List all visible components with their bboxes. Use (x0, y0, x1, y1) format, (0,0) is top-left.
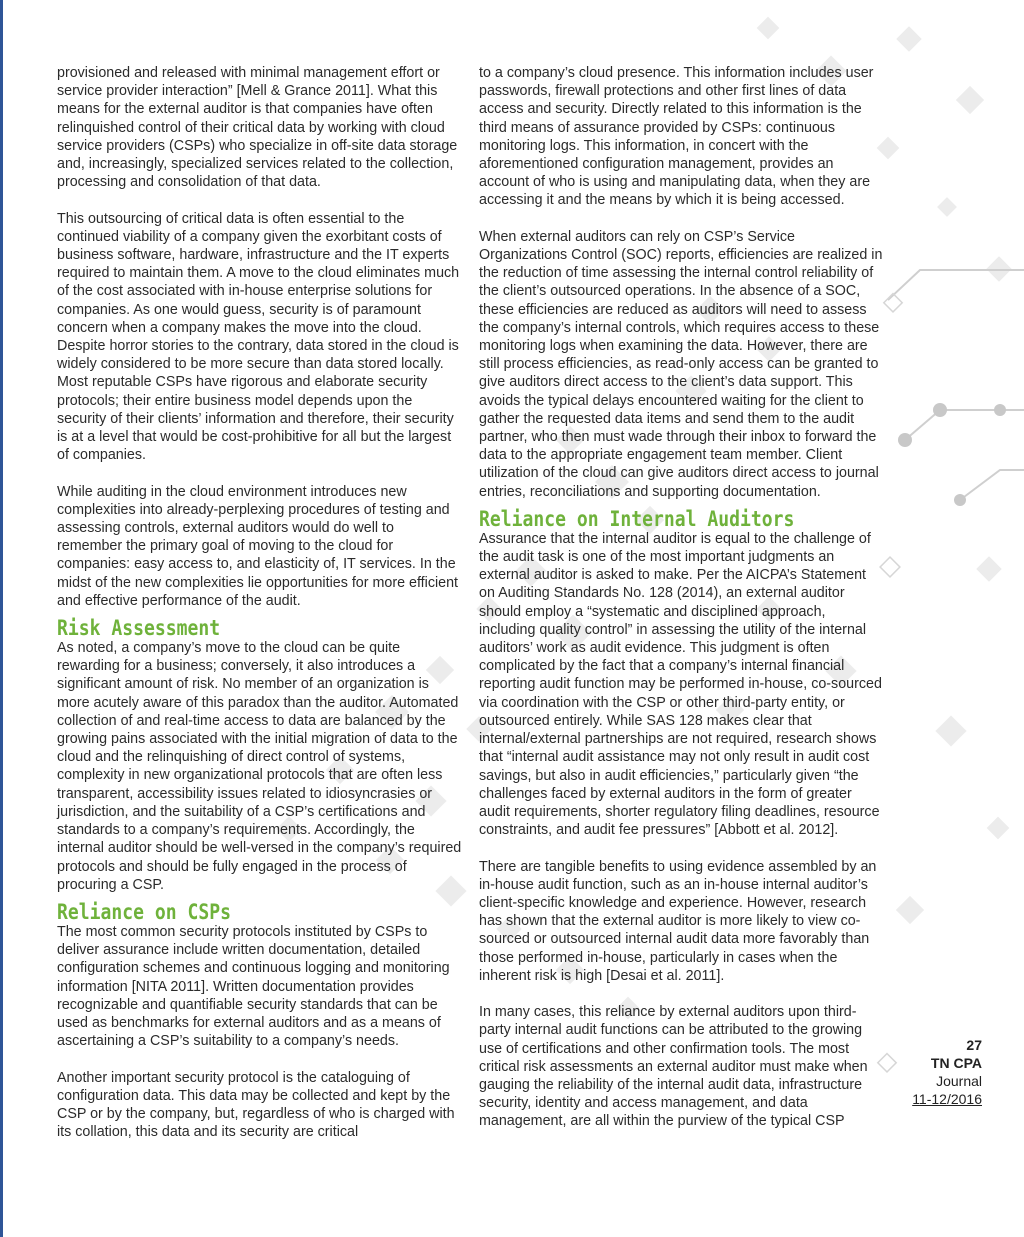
paragraph: provisioned and released with minimal management effort or service provider interaction” [Mell & Grance 2011]. What this means for the external auditor is that companies have often relinquished control of their critical data by working with cloud service providers (CSPs) who specialize in off-site data storage and, increasingly, specialized services related to the collection, processing and consolidation of that data. (57, 65, 458, 191)
page-number: 27 (966, 1037, 982, 1053)
paragraph: to a company’s cloud presence. This information includes user passwords, firewall protections and other first lines of data access and security. Directly related to this information is the third means of assurance provided by CSPs: continuous monitoring logs. This information, in concert with the aforementioned configuration management, provides an account of who is using and manipulating data, when they are accessing it and the means by which it is being accessed. (479, 65, 874, 209)
paragraph: Another important security protocol is the cataloguing of configuration data. This data may be collected and kept by the CSP or by the company, but, regardless of who is charged with its collation, this data and its security are critical (57, 1069, 455, 1141)
left-column (57, 64, 462, 1160)
paragraph: There are tangible benefits to using evidence assembled by an in-house audit function, such as an in-house internal auditor’s client-specific knowledge and experience. However, research has shown that the external auditor is more likely to view co-sourced or outsourced internal audit data more favorably than those performed in-house, particularly in cases when the inherent risk is high [Desai et al. 2011]. (479, 858, 877, 984)
paragraph: While auditing in the cloud environment introduces new complexities into already-perplexing procedures of testing and assessing controls, external auditors would do well to remember the primary goal of moving to the cloud for companies: easy access to, and elasticity of, IT services. In the midst of the new complexities lie opportunities for more efficient and effective performance of the audit. (57, 483, 459, 609)
issue-date: 11-12/2016 (912, 1091, 982, 1107)
heading-reliance-on-internal-auditors: Reliance on Internal Auditors (479, 506, 795, 531)
paragraph: In many cases, this reliance by external auditors upon third-party internal audit functions can be attributed to the growing use of certifications and other confirmation tools. The most critical risk assessments an external auditor must make when gauging the reliability of the internal audit data, infrastructure security, identity and access management, and data management, are all within the purview of the typical CSP (479, 1004, 868, 1130)
heading-risk-assessment: Risk Assessment (57, 616, 221, 641)
paragraph: When external auditors can rely on CSP’s Service Organizations Control (SOC) reports, efficiencies are realized in the reduction of time assessing the internal control reliability of the client’s outsourced operations. In the absence of a SOC, these efficiencies are reduced as auditors will need to assess the company’s internal controls, which requires access to these monitoring logs when examining the data. However, there are still process efficiencies, as read-only access can be granted to give auditors direct access to the client’s data support. This avoids the typical delays encountered waiting for the client to gather the requested data items and send them to the audit partner, who then must wade through their inbox to forward the data to the appropriate engagement team member. Client utilization of the cloud can give auditors direct access to journal entries, reconciliations and supporting documentation. (479, 228, 883, 500)
paragraph: This outsourcing of critical data is often essential to the continued viability of a company given the exorbitant costs of business software, hardware, infrastructure and the IT experts required to maintain them. A move to the cloud eliminates much of the cost associated with in-house enterprise solutions for companies. As one would guess, security is of paramount concern when a company makes the move into the cloud. Despite horror stories to the contrary, data stored in the cloud is widely considered to be more secure than data stored locally. Most reputable CSPs have rigorous and elaborate security protocols; their entire business model depends upon the security of their clients’ information and therefore, their security is at a level that would be cost-prohibitive for all but the largest of companies. (57, 210, 460, 464)
publication-name: TN CPA (930, 1055, 982, 1071)
page-footer (902, 1036, 982, 1108)
publication-name-line2: Journal (936, 1073, 982, 1089)
paragraph: As noted, a company’s move to the cloud can be quite rewarding for a business; conversely, it also introduces a significant amount of risk. No member of an organization is more acutely aware of this paradox than the auditor. Automated collection of and real-time access to data are balanced by the growing pains associated with the initial migration of data to the cloud and the relinquishing of direct control of systems, complexity in new organizational protocols that are often less transparent, accessibility issues related to idiosyncrasies or jurisdiction, and the suitability of a CSP’s certifications and standards to a company’s requirements. Accordingly, the internal auditor should be well-versed in the company’s required protocols and should be fully engaged in the process of procuring a CSP. (57, 640, 462, 893)
paragraph: The most common security protocols instituted by CSPs to deliver assurance include written documentation, detailed configuration schemes and continuous logging and monitoring information [NITA 2011]. Written documentation provides recognizable and quantifiable security standards that can be used as benchmarks for external auditors and as a means of ascertaining a CSP’s suitability to a company’s needs. (57, 923, 450, 1050)
right-column (479, 64, 884, 1149)
heading-reliance-on-csps: Reliance on CSPs (57, 899, 231, 924)
paragraph: Assurance that the internal auditor is equal to the challenge of the audit task is one of the most important judgments an external auditor is asked to make. Per the AICPA’s Statement on Auditing Standards No. 128 (2014), an external auditor should employ a “systematic and disciplined approach, including quality control” in assessing the utility of the internal auditors’ work as audit evidence. This judgment is often complicated by the fact that a company’s internal financial reporting audit function may be performed in-house, co-sourced via coordination with the CSP or other third-party entity, or outsourced entirely. While SAS 128 makes clear that internal/external partnerships are not required, research shows that “internal audit assistance may not only result in audit cost savings, but also in audit efficiencies,” particularly given “the challenges faced by external auditors in the form of greater audit requirements, shorter regulatory filing deadlines, resource constraints, and audit fee pressures” [Abbott et al. 2012]. (479, 530, 882, 839)
